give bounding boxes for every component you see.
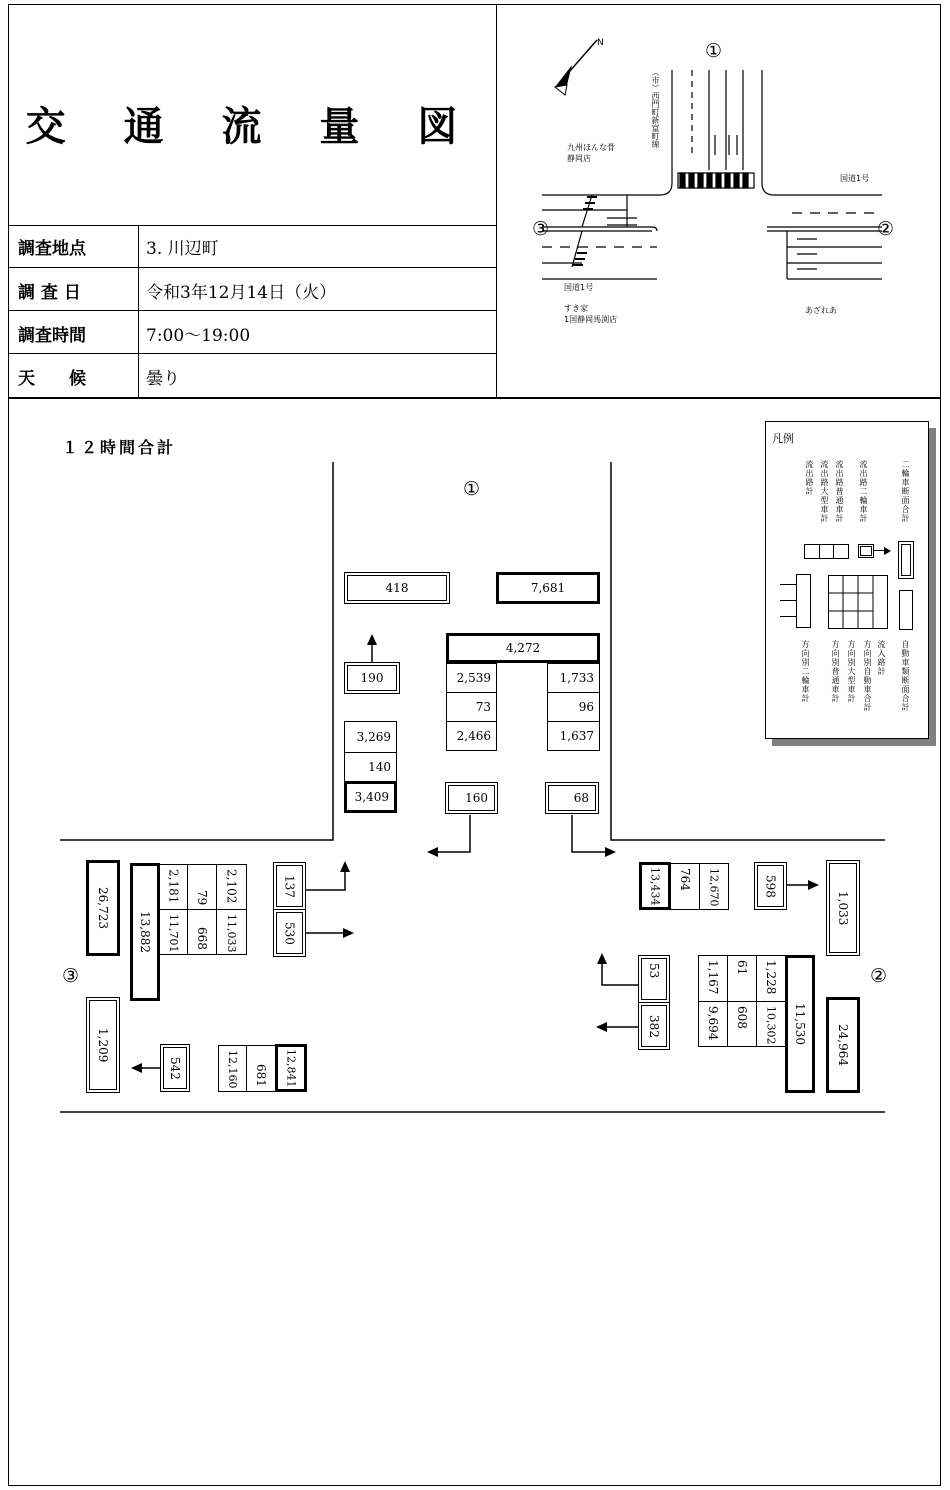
north-right-two-wheel: 68	[545, 782, 599, 814]
map-road-name: （市）西門町新富町線	[651, 68, 660, 148]
east-outflow-normal: 12,670	[699, 863, 729, 910]
legend-label: 二輪車断面合計	[901, 460, 910, 523]
time-value: 7:00～19:00	[146, 326, 251, 346]
west-r1-normal: 2,102	[216, 864, 247, 910]
north-right-total: 1,733	[547, 663, 600, 693]
legend-label: 方向別大型車計	[847, 640, 856, 703]
legend-title: 凡例	[772, 432, 794, 445]
map-approach-2: ②	[877, 218, 895, 240]
legend-two-wheel-symbol	[858, 544, 874, 558]
page-title: 交 通 流 量 図	[25, 103, 480, 150]
north-outflow-normal: 3,269	[344, 721, 397, 753]
legend-label: 流出路二輪車計	[859, 460, 868, 523]
west-r2-large: 668	[187, 909, 217, 955]
weather-value: 曇り	[146, 369, 180, 389]
north-left-two-wheel: 190	[344, 662, 400, 694]
map-route-sw: 国道1号	[564, 283, 594, 292]
east-outflow-total: 13,434	[639, 862, 671, 910]
map-store-se: あざれあ	[805, 306, 837, 315]
east-r2-normal: 10,302	[756, 1001, 786, 1047]
north-outflow-two-wheel: 418	[344, 572, 450, 604]
east-r1-total: 1,167	[698, 955, 728, 1002]
east-cross-section-total: 24,964	[826, 997, 860, 1093]
east-r1-normal: 1,228	[756, 955, 786, 1002]
legend-label: 流出路計	[805, 460, 814, 496]
north-left-large: 73	[446, 692, 497, 722]
east-two-wheel-straight: 382	[638, 1002, 670, 1050]
east-two-wheel-cross: 1,033	[826, 860, 860, 956]
east-r2-total: 9,694	[698, 1001, 728, 1047]
map-store-nw: 九州ほんな骨 静岡店	[567, 143, 615, 163]
map-approach-3: ③	[532, 218, 550, 240]
west-r2-total: 11,701	[159, 909, 188, 955]
time-label: 調査時間	[18, 326, 86, 346]
diagram-subtitle: １２時間合計	[62, 438, 177, 457]
east-outflow-two-wheel: 598	[754, 862, 787, 910]
east-r2-large: 608	[727, 1001, 757, 1047]
north-right-large: 96	[547, 692, 600, 722]
approach-3-label: ③	[62, 965, 80, 987]
legend-label: 方向別普通車計	[831, 640, 840, 703]
east-r1-large: 61	[727, 955, 757, 1002]
approach-1-label: ①	[463, 478, 481, 500]
legend-arrow-icon	[884, 547, 891, 555]
north-outflow-large: 140	[344, 752, 397, 782]
east-two-wheel-right: 53	[638, 955, 670, 1003]
west-outflow-total: 12,841	[275, 1044, 307, 1092]
east-outflow-large: 764	[670, 863, 700, 910]
legend-two-wheel-cross-symbol	[898, 541, 914, 579]
west-r1-large: 79	[187, 864, 217, 910]
north-left-total: 2,539	[446, 663, 497, 693]
west-cross-section-total: 26,723	[86, 860, 120, 956]
map-store-sw: すき家 1国静岡馬渕店	[564, 304, 618, 324]
legend-label: 流出路大型車計	[820, 460, 829, 523]
map-approach-1: ①	[705, 40, 723, 62]
north-inflow-total: 4,272	[446, 633, 600, 663]
legend-label: 流出路普通車計	[835, 460, 844, 523]
location-label: 調査地点	[18, 239, 86, 259]
legend-label: 方向別二輪車計	[801, 640, 810, 703]
west-two-wheel-cross: 1,209	[86, 997, 120, 1093]
legend-label: 自動車類断面合計	[901, 640, 910, 712]
west-two-wheel-left: 137	[273, 862, 306, 910]
north-straight-two-wheel: 160	[445, 782, 498, 814]
legend-car-cross-symbol	[899, 590, 913, 630]
date-label: 調 査 日	[18, 283, 81, 303]
north-outflow-total: 3,409	[344, 781, 397, 813]
legend-direction-two-wheel-symbol	[796, 574, 811, 628]
approach-2-label: ②	[870, 965, 888, 987]
legend-label: 方向別自動車合計	[863, 640, 872, 712]
north-right-normal: 1,637	[547, 721, 600, 751]
north-cross-section-total: 7,681	[496, 572, 600, 604]
weather-label: 天 候	[18, 369, 86, 389]
west-outflow-large: 681	[246, 1045, 276, 1092]
north-label: N	[597, 38, 604, 48]
west-outflow-normal: 12,160	[218, 1045, 247, 1092]
date-value: 令和3年12月14日（火）	[146, 283, 337, 303]
west-r2-normal: 11,033	[216, 909, 247, 955]
location-value: 3. 川辺町	[146, 239, 219, 259]
west-r1-total: 2,181	[159, 864, 188, 910]
legend-box	[765, 421, 929, 739]
west-inflow-total: 13,882	[130, 863, 160, 1001]
east-inflow-total: 11,530	[785, 955, 815, 1093]
map-route-ne: 国道1号	[840, 174, 870, 183]
north-left-normal: 2,466	[446, 721, 497, 751]
legend-outflow-symbol	[804, 544, 849, 559]
west-two-wheel-straight: 530	[273, 909, 306, 957]
west-outflow-two-wheel: 542	[160, 1044, 190, 1092]
legend-label: 流入路計	[877, 640, 886, 676]
